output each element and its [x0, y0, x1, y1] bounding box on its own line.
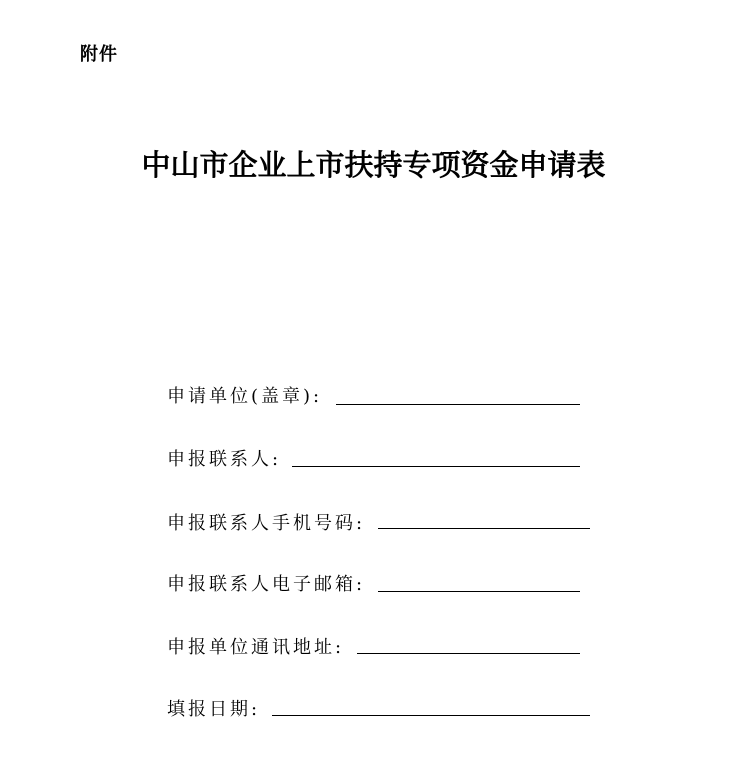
field-line-contact-person[interactable]	[292, 466, 580, 467]
field-line-fill-date[interactable]	[272, 715, 590, 716]
field-label-applicant-unit: 申请单位(盖章):	[167, 386, 323, 407]
field-line-contact-email[interactable]	[378, 591, 580, 592]
field-applicant-unit	[167, 378, 322, 408]
field-label-contact-email: 申报联系人电子邮箱:	[167, 574, 366, 595]
field-line-applicant-unit[interactable]	[336, 404, 580, 405]
field-contact-mobile	[167, 505, 365, 535]
field-unit-address	[167, 629, 344, 659]
field-label-contact-mobile: 申报联系人手机号码:	[167, 513, 366, 534]
attachment-label: 附件	[80, 44, 118, 65]
field-line-contact-mobile[interactable]	[378, 528, 590, 529]
document-title: 中山市企业上市扶持专项资金申请表	[141, 148, 606, 182]
field-contact-person	[167, 441, 281, 471]
field-label-contact-person: 申报联系人:	[167, 449, 282, 470]
field-fill-date	[167, 691, 260, 721]
field-label-fill-date: 填报日期:	[167, 699, 261, 720]
field-line-unit-address[interactable]	[357, 653, 580, 654]
field-label-unit-address: 申报单位通讯地址:	[167, 637, 345, 658]
field-contact-email	[167, 566, 365, 596]
